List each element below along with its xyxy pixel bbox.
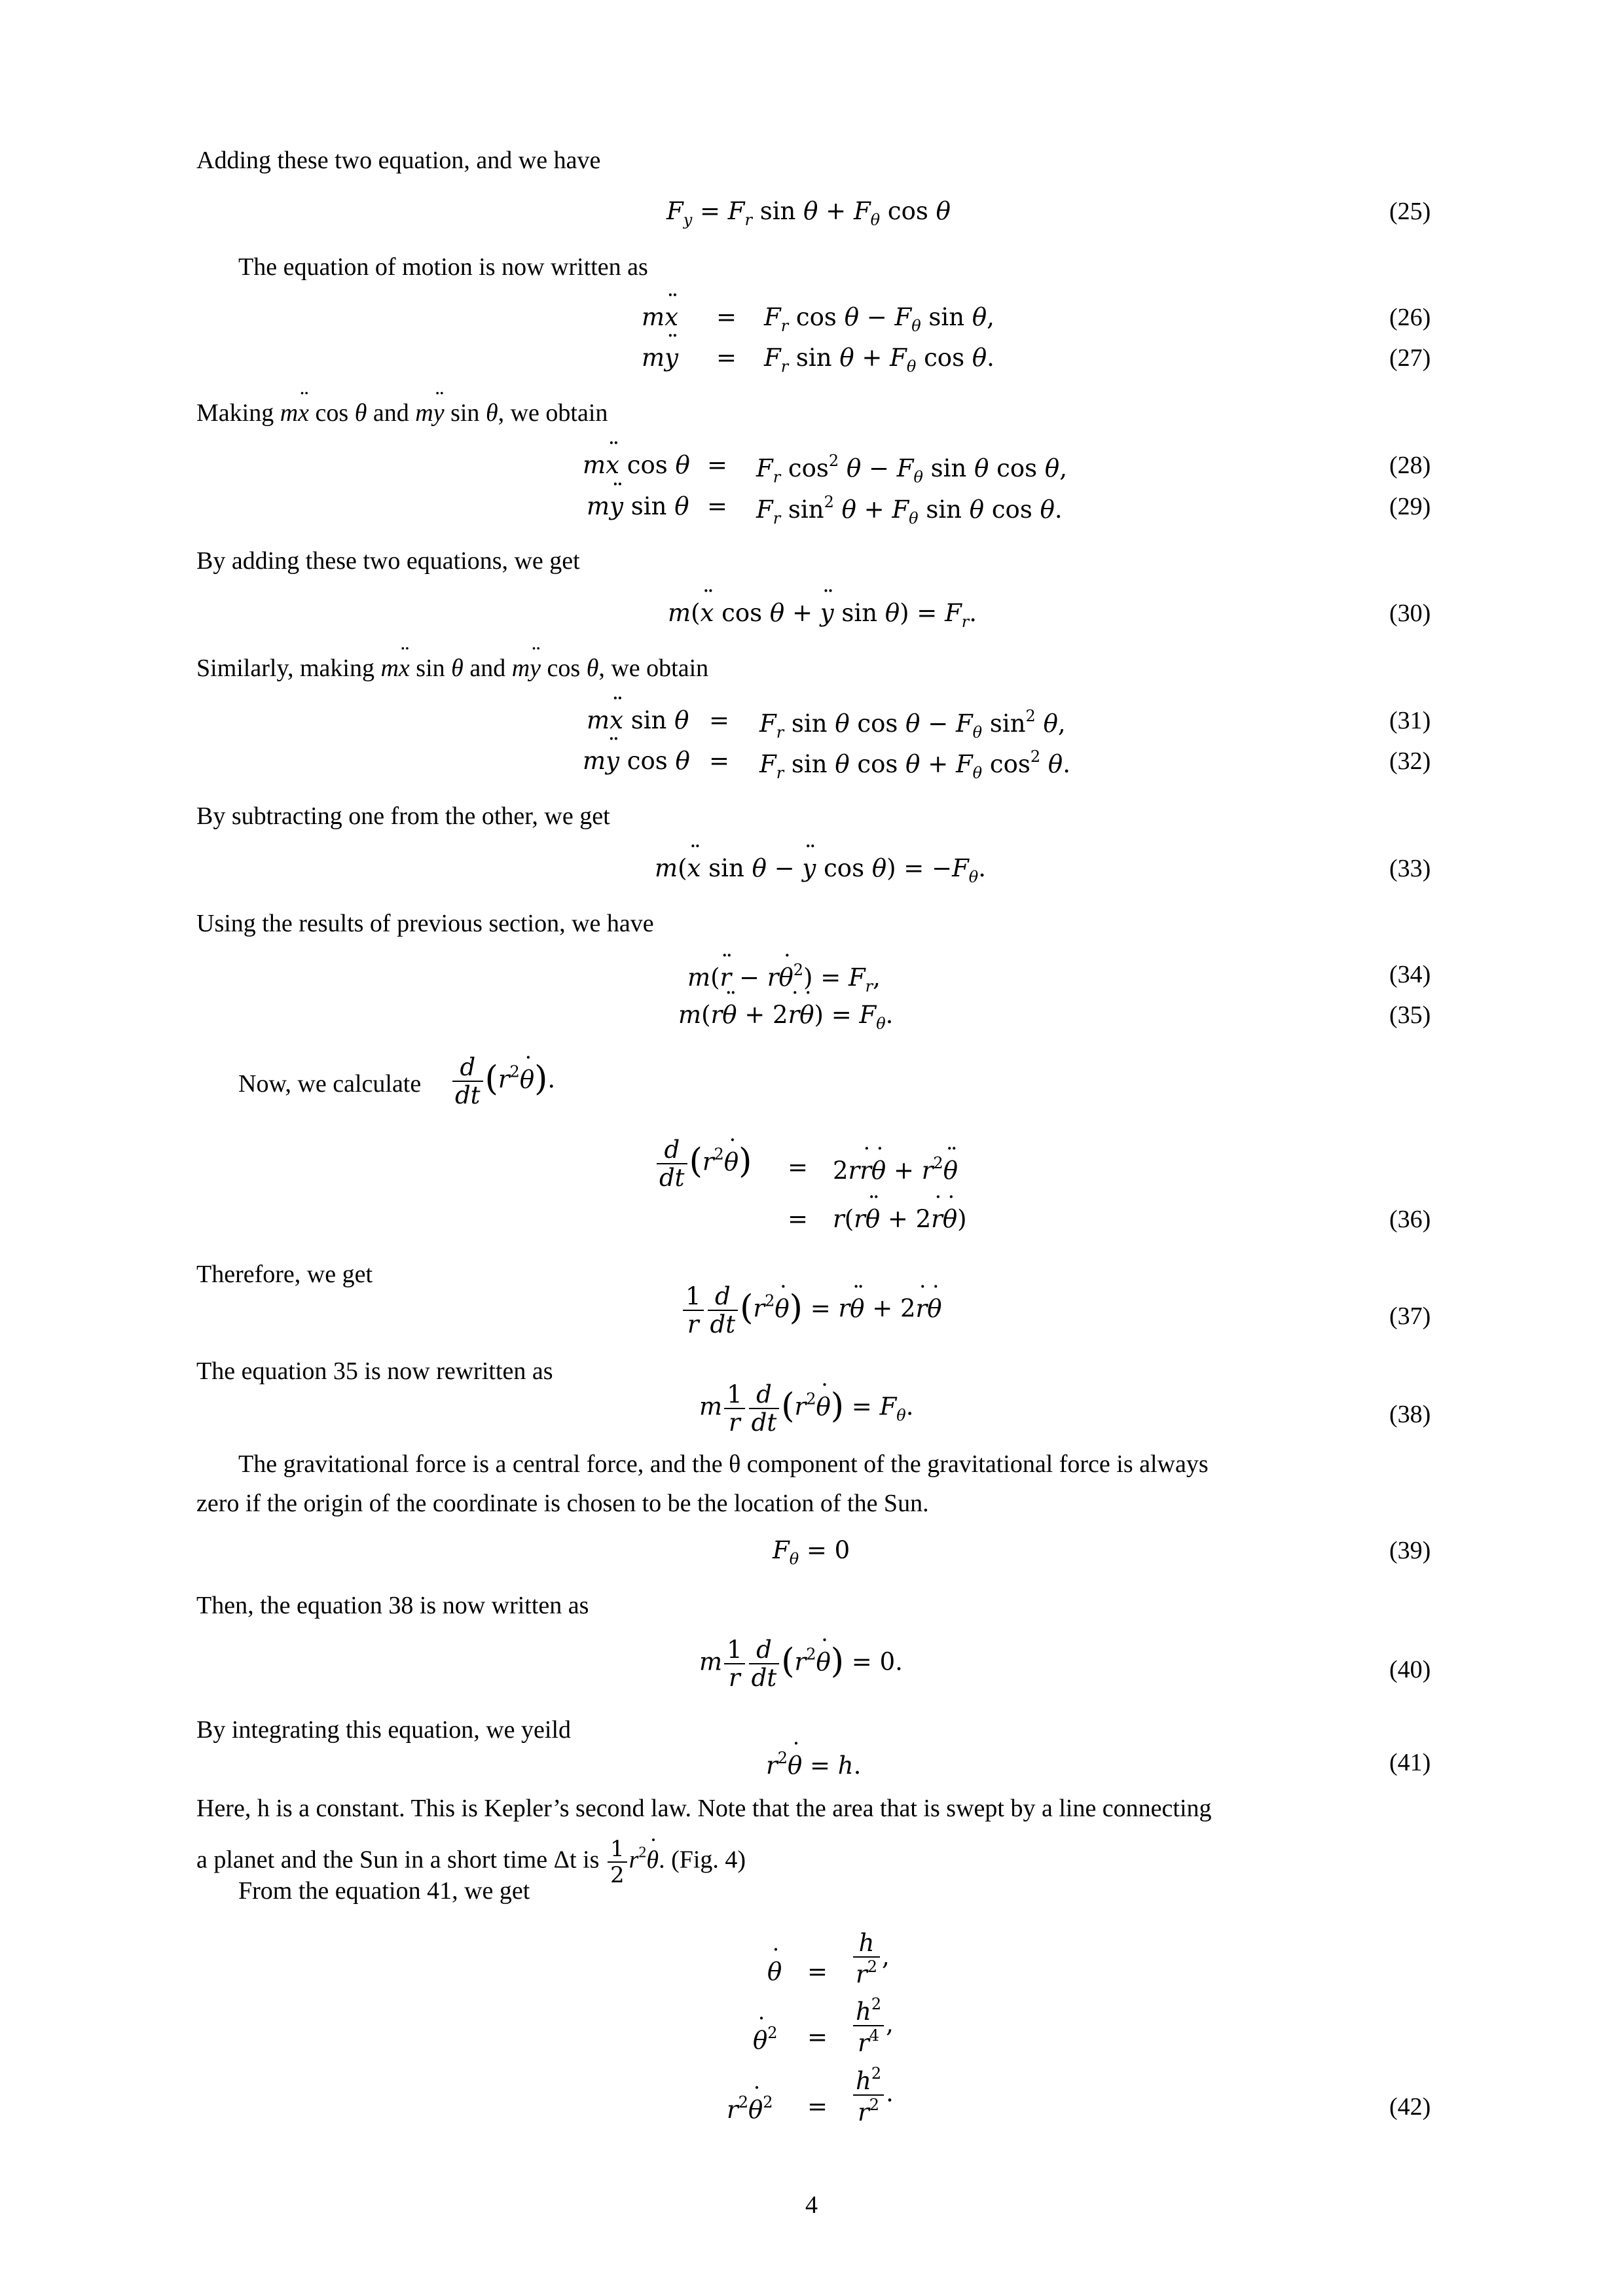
text-adding-two-equations: Adding these two equation, and we have [196, 147, 601, 174]
equation-32-relation: = [709, 747, 730, 775]
page-number: 4 [805, 2191, 818, 2219]
equation-number-41: (41) [1389, 1749, 1431, 1776]
equation-28-lhs: mx ¨ cos θ [583, 453, 690, 477]
equation-32-rhs: $F_r$ sin θ $\cos \theta + F_\theta$ $\cos^2 \theta$. [759, 747, 1070, 782]
text-by-adding: By adding these two equations, we get [196, 547, 580, 575]
equation-26-lhs: mx ¨ [642, 305, 678, 329]
equation-37: $\frac{1}{r}$ $\frac{d}{dt}$ ($r^2\theta$ ˙) = rθ ¨ + 2r ˙θ ˙ [681, 1284, 942, 1336]
equation-41: $r^2\theta$ ˙ = h. [766, 1750, 861, 1778]
equation-36-rhs-2: r(rθ ¨ + 2r ˙θ ˙) [833, 1207, 967, 1231]
equation-42-rhs-2: $\frac{h^2}{r^4}$ , [851, 1996, 894, 2055]
equation-number-32: (32) [1389, 747, 1431, 775]
equation-number-35: (35) [1389, 1001, 1431, 1029]
equation-36-relation-2: = [788, 1205, 809, 1233]
text-gravitational-line-1: The gravitational force is a central force, and the θ component of the gravitational force is always [238, 1450, 1209, 1478]
text-similarly-prefix: Similarly, making [196, 655, 381, 682]
text-making-and: and [367, 399, 416, 427]
equation-33: m(x ¨ sin θ − y ¨ $\cos \theta) = -F_\theta$. [655, 856, 986, 885]
text-making-prefix: Making [196, 399, 280, 427]
equation-29-relation: = [707, 492, 728, 520]
equation-38: m $\frac{1}{r}$ $\frac{d}{dt}$ ($r^2\theta$ ˙) = $F_\theta$. [699, 1382, 913, 1435]
equation-31-rhs: $F_r$ sin θ $\cos \theta - F_\theta$ $\sin^2 \theta$, [759, 707, 1066, 742]
equation-27-relation: = [716, 344, 737, 372]
text-similarly-making: Similarly, making mx ¨ sin θ and my ¨ cos θ, we obtain [196, 656, 708, 681]
equation-32-lhs: my ¨ cos θ [583, 749, 690, 773]
text-by-integrating: By integrating this equation, we yeild [196, 1716, 572, 1744]
text-equation-35-rewritten: The equation 35 is now rewritten as [196, 1357, 553, 1385]
equation-number-40: (40) [1389, 1656, 1431, 1683]
equation-number-42: (42) [1389, 2093, 1431, 2121]
equation-28-rhs: $F_r$ $\cos^2 \theta - F_\theta$ sin θ cos θ, [756, 452, 1067, 486]
equation-27-lhs: my ¨ [642, 346, 678, 370]
equation-42-relation-2: = [807, 2023, 828, 2051]
text-therefore: Therefore, we get [196, 1261, 373, 1288]
equation-36-relation-1: = [788, 1153, 809, 1181]
text-kepler-line-2: a planet and the Sun in a short time Δt is $\frac{1}{2}$ $r^2\theta$ ˙. (Fig. 4) [196, 1838, 746, 1886]
equation-36-rhs-1: 2rr ˙θ ˙ + $r^2\theta$ ¨ [833, 1155, 958, 1183]
equation-number-31: (31) [1389, 707, 1431, 734]
text-making-mx-cos: Making mx ¨ cos θ and my ¨ sin θ, we obtain [196, 401, 608, 425]
text-using-results: Using the results of previous section, we have [196, 910, 654, 937]
text-by-subtracting: By subtracting one from the other, we get [196, 802, 610, 830]
text-now-calculate: Now, we calculate [238, 1070, 422, 1098]
text-gravitational-line-2: zero if the origin of the coordinate is chosen to be the location of the Sun. [196, 1490, 929, 1517]
text-similarly-and: and [463, 655, 512, 682]
equation-30: m(x ¨ cos θ + y ¨ $\sin \theta) = F_r$. [668, 601, 977, 630]
equation-35: m(rθ ¨ + 2r ˙θ ˙) = $F_\theta$. [678, 1003, 893, 1031]
equation-number-34: (34) [1389, 961, 1431, 988]
equation-31-relation: = [709, 706, 730, 734]
equation-number-39: (39) [1389, 1537, 1431, 1564]
equation-number-33: (33) [1389, 855, 1431, 882]
equation-42-lhs-1: θ ˙ [767, 1960, 782, 1984]
equation-42-relation-1: = [807, 1958, 828, 1986]
equation-27-rhs: $F_r$ $\sin \theta + F_\theta$ cos θ. [764, 344, 994, 376]
equation-42-rhs-3: $\frac{h^2}{r^2}$ . [851, 2066, 894, 2125]
text-making-suffix: , we obtain [498, 399, 608, 427]
equation-31-lhs: mx ¨ sin θ [587, 708, 689, 732]
equation-26-relation: = [716, 303, 737, 331]
text-equation-38-written: Then, the equation 38 is now written as [196, 1592, 589, 1619]
equation-36-lhs: $\frac{d}{dt}$ ($r^2\theta$ ˙) [655, 1138, 752, 1190]
equation-40: m $\frac{1}{r}$ $\frac{d}{dt}$ ($r^2\theta$ ˙) = 0. [699, 1638, 903, 1690]
equation-39: $F_\theta = 0$ [773, 1536, 850, 1568]
equation-number-29: (29) [1389, 493, 1431, 520]
equation-number-25: (25) [1389, 198, 1431, 225]
text-kepler-line-1: Here, h is a constant. This is Kepler’s second law. Note that the area that is swept by a line connecting [196, 1795, 1212, 1822]
text-equation-of-motion: The equation of motion is now written as [238, 253, 648, 281]
equation-number-30: (30) [1389, 600, 1431, 627]
equation-42-relation-3: = [807, 2092, 828, 2121]
expression-d-dt-r2-thetadot: $\frac{d}{dt}$ ($r^2\theta$ ˙). [450, 1055, 555, 1107]
equation-number-37: (37) [1389, 1302, 1431, 1330]
equation-28-relation: = [707, 451, 728, 479]
text-from-equation-41: From the equation 41, we get [238, 1877, 530, 1905]
equation-number-27: (27) [1389, 344, 1431, 372]
equation-42-lhs-2: θ ˙$^2$ [753, 2025, 778, 2053]
equation-34: m(r ¨ − rθ ˙$^2$) = $F_r$, [687, 962, 881, 994]
equation-29-rhs: $F_r$ $\sin^2 \theta + F_\theta$ sin θ cos θ. [756, 493, 1063, 528]
text-similarly-suffix: , we obtain [598, 655, 709, 682]
equation-number-38: (38) [1389, 1401, 1431, 1428]
equation-number-36: (36) [1389, 1206, 1431, 1233]
equation-25: $F_y = F_r$ $\sin \theta + F_\theta$ cos θ [666, 197, 951, 229]
equation-29-lhs: my ¨ sin θ [587, 494, 689, 518]
text-kepler-line-2-prefix: a planet and the Sun in a short time Δt is [196, 1846, 600, 1874]
equation-42-lhs-3: $r^2\theta$ ˙$^2$ [727, 2094, 773, 2122]
text-kepler-line-2-suffix: . (Fig. 4) [659, 1846, 746, 1874]
equation-number-28: (28) [1389, 452, 1431, 479]
equation-number-26: (26) [1389, 304, 1431, 331]
equation-26-rhs: $F_r$ $\cos \theta - F_\theta$ sin θ, [764, 303, 994, 335]
equation-42-rhs-1: $\frac{h}{r^2}$ , [851, 1931, 890, 1986]
